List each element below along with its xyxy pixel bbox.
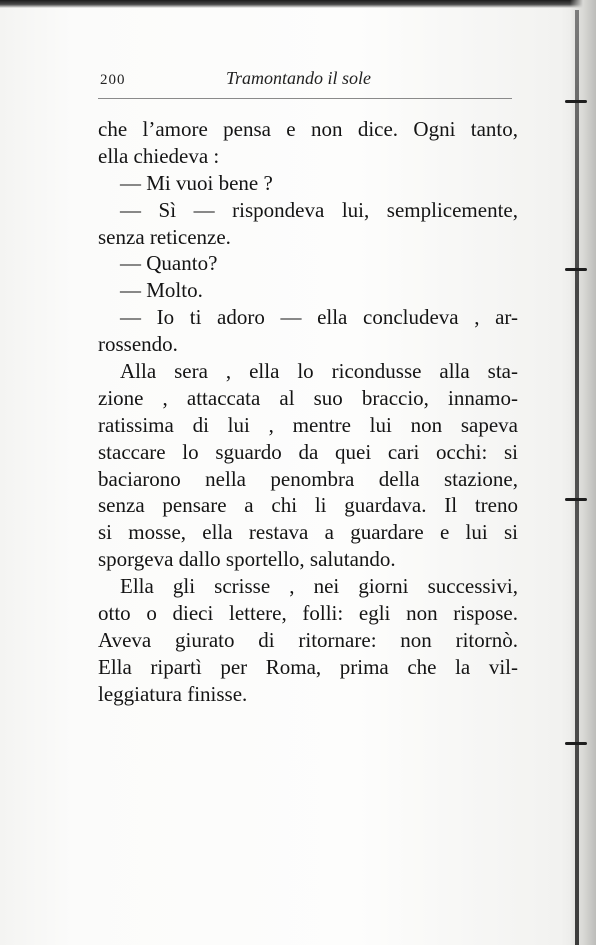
text-line: — Quanto?: [120, 251, 218, 276]
text-line: Ella ripartì per Roma, prima che la vil-: [98, 654, 518, 679]
text-line: Ella gli scrisse , nei giorni successivi,: [120, 574, 518, 599]
text-line: — Mi vuoi bene ?: [120, 170, 273, 195]
text-line: senza reticenze.: [98, 224, 231, 249]
running-title: Tramontando il sole: [226, 68, 372, 88]
text-line: Alla sera , ella lo ricondusse alla sta-: [120, 359, 518, 384]
binding-mark: [565, 742, 587, 745]
text-line: leggiatura finisse.: [98, 681, 248, 706]
text-line: staccare lo sguardo da quei cari occhi: si: [98, 439, 518, 464]
text-line: baciarono nella penombra della stazione,: [98, 466, 518, 491]
text-line: otto o dieci lettere, folli: egli non rispose.: [98, 601, 518, 626]
text-line: rossendo.: [98, 332, 178, 357]
text-line: Aveva giurato di ritornare: non ritornò.: [98, 627, 518, 652]
page-number: 200: [100, 72, 126, 88]
text-line: ella chiedeva :: [98, 143, 220, 168]
text-line: zione , attaccata al suo braccio, innamo-: [98, 385, 518, 410]
text-line: senza pensare a chi li guardava. Il treno: [98, 493, 518, 518]
binding-edge: [575, 10, 579, 945]
text-line: che l’amore pensa e non dice. Ogni tanto,: [98, 117, 518, 141]
page-top-shadow: [0, 0, 596, 8]
text-line: — Io ti adoro — ella concludeva , ar-: [120, 305, 518, 330]
text-line: ratissima di lui , mentre lui non sapeva: [98, 412, 518, 437]
text-line: si mosse, ella restava a guardare e lui si: [98, 520, 518, 545]
text-line: — Molto.: [120, 278, 203, 303]
binding-mark: [565, 268, 587, 271]
running-header: [98, 68, 512, 99]
binding-mark: [565, 100, 587, 103]
text-line: sporgeva dallo sportello, salutando.: [98, 547, 396, 572]
binding-mark: [565, 498, 587, 501]
page-binding-shadow: [570, 0, 596, 945]
text-line: — Sì — rispondeva lui, semplicemente,: [120, 197, 518, 222]
body-text: [98, 116, 518, 708]
